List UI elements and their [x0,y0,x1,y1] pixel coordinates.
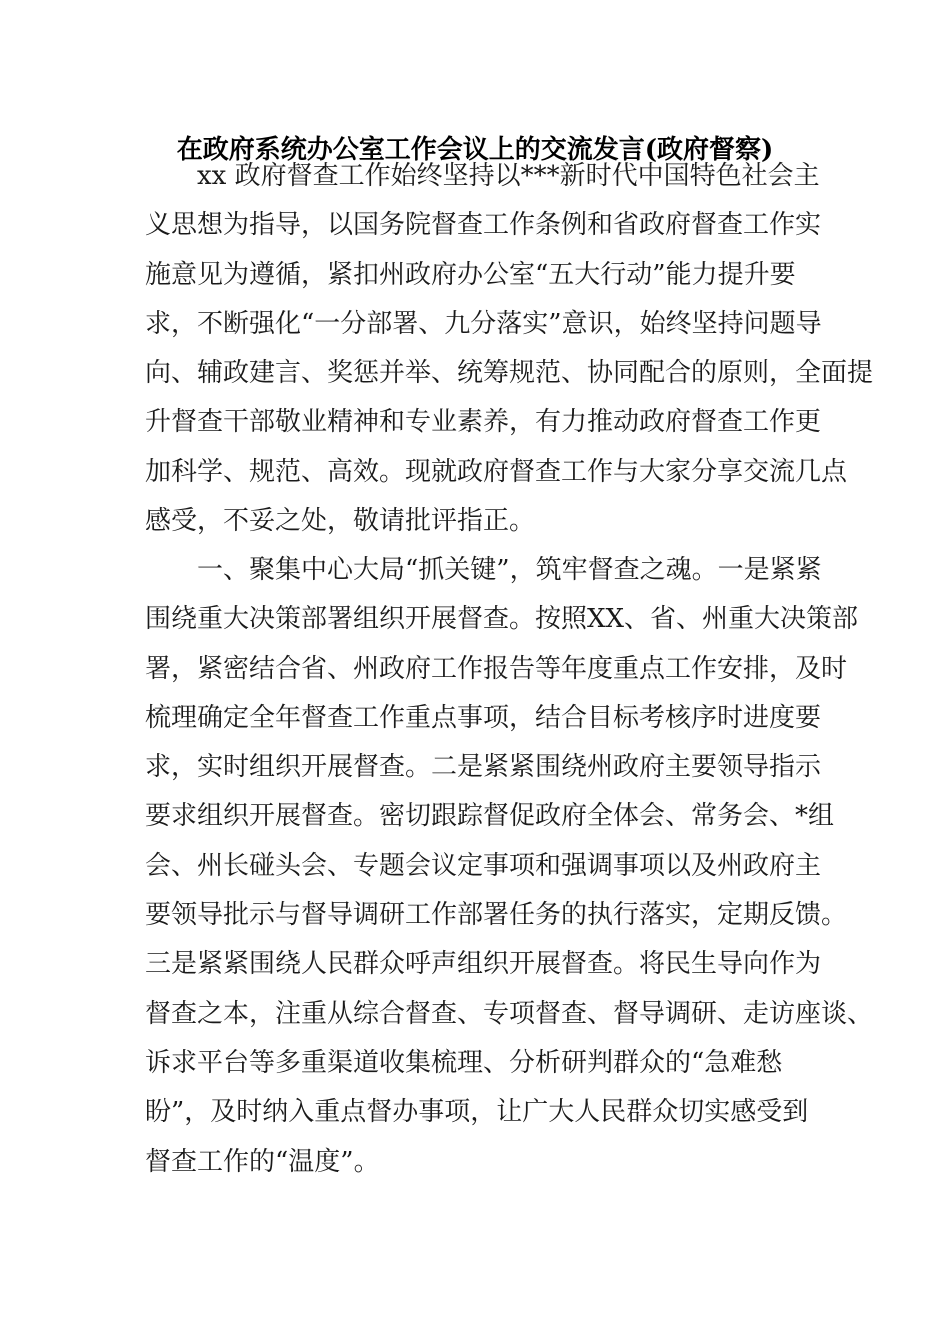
paragraph-line: 梳理确定全年督查工作重点事项，结合目标考核序时进度要 [145,702,822,733]
paragraph-line: 署，紧密结合省、州政府工作报告等年度重点工作安排，及时 [145,653,848,684]
paragraph-line: 感受，不妥之处，敬请批评指正。 [145,506,536,537]
paragraph-line: 督查工作的“温度”。 [145,1146,380,1177]
document-title: 在政府系统办公室工作会议上的交流发言(政府督察) [176,135,774,165]
paragraph-line: 要求组织开展督查。密切跟踪督促政府全体会、常务会、*组 [145,801,835,832]
paragraph-line: 一、聚集中心大局“抓关键”，筑牢督查之魂。一是紧紧 [197,555,822,585]
paragraph-line: 盼”，及时纳入重点督办事项，让广大人民群众切实感受到 [145,1097,809,1128]
paragraph-line: 加科学、规范、高效。现就政府督查工作与大家分享交流几点 [145,456,848,487]
paragraph-line: 围绕重大决策部署组织开展督查。按照XX、省、州重大决策部 [145,604,859,635]
paragraph-line: 求，不断强化“一分部署、九分落实”意识，始终坚持问题导 [145,308,822,339]
paragraph-line: 求，实时组织开展督查。二是紧紧围绕州政府主要领导指示 [145,752,822,783]
paragraph-line: 向、辅政建言、奖惩并举、统筹规范、协同配合的原则，全面提 [145,358,874,389]
paragraph-section-one [145,546,874,1187]
paragraph-line: 三是紧紧围绕人民群众呼声组织开展督查。将民生导向作为 [145,949,822,980]
paragraph-line: 义思想为指导，以国务院督查工作条例和省政府督查工作实 [145,210,822,241]
paragraph-line: xx 政府督查工作始终坚持以***新时代中国特色社会主 [197,161,820,191]
paragraph-line: 升督查干部敬业精神和专业素养，有力推动政府督查工作更 [145,407,822,438]
paragraph-line: 施意见为遵循，紧扣州政府办公室“五大行动”能力提升要 [145,259,796,290]
paragraph-line: 督查之本，注重从综合督查、专项督查、督导调研、走访座谈、 [145,998,874,1029]
paragraph-line: 诉求平台等多重渠道收集梳理、分析研判群众的“急难愁 [145,1047,783,1078]
paragraph-line: 会、州长碰头会、专题会议定事项和强调事项以及州政府主 [145,850,822,881]
paragraph-intro [145,152,874,546]
paragraph-line: 要领导批示与督导调研工作部署任务的执行落实，定期反馈。 [145,900,848,931]
